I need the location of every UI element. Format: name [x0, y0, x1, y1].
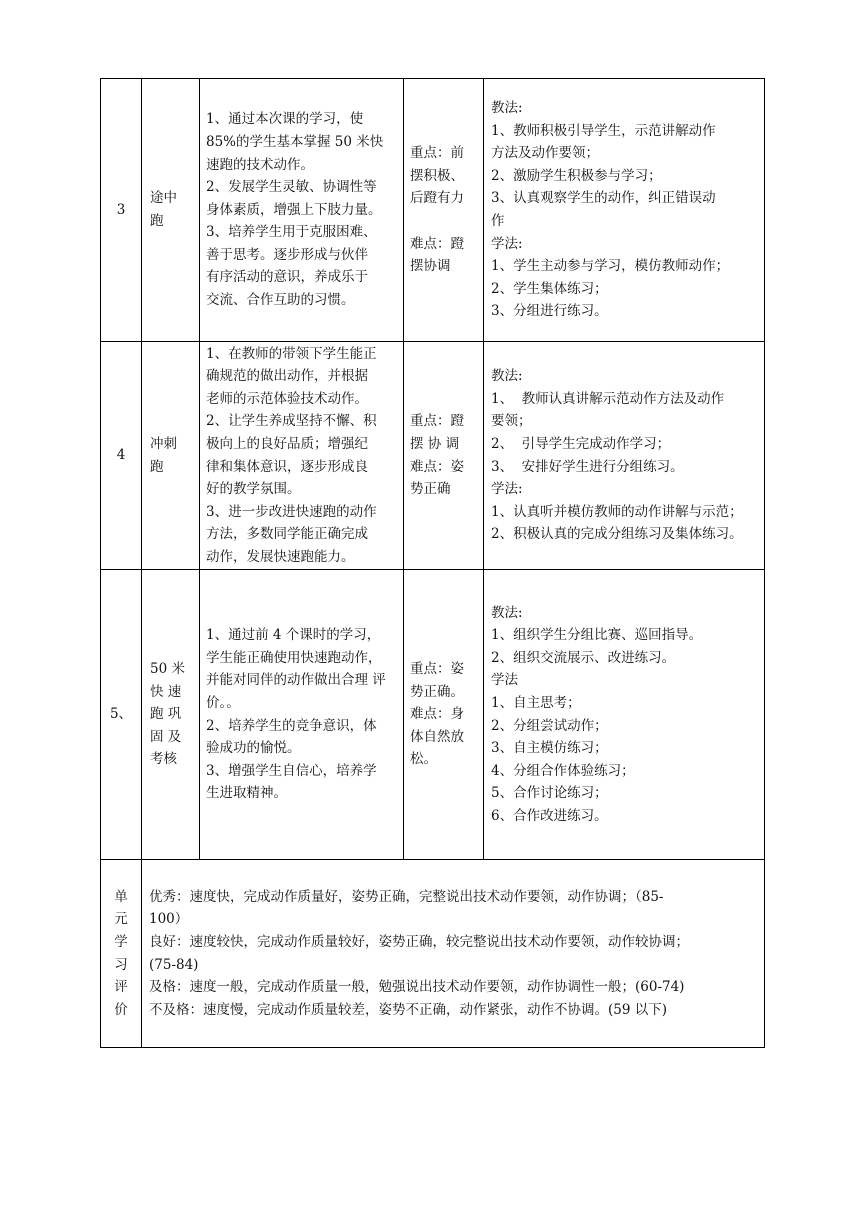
method-line: 3、自主模仿练习； — [491, 740, 608, 757]
lesson-name-line: 考核 — [150, 751, 177, 768]
goal-line: 善于思考。逐步形成与伙伴 — [206, 246, 368, 263]
goal-line: 3、培养学生用于克服困难、 — [206, 224, 377, 241]
key-points — [404, 570, 484, 860]
method-line: 1、自主思考； — [491, 694, 581, 711]
evaluation-criteria — [142, 860, 765, 1048]
goal-line: 学生能正确使用快速跑动作， — [206, 649, 382, 666]
goal-line: 1、通过本次课的学习，使 — [206, 111, 364, 128]
lesson-goals — [200, 79, 404, 342]
key-spacer — [410, 210, 479, 233]
goal-line: 有序活动的意识，养成乐于 — [206, 269, 368, 286]
method-line: 2、分组尝试动作； — [491, 717, 608, 734]
key-line: 重点：姿 — [410, 661, 464, 678]
goal-line: 动作，发展快速跑能力。 — [206, 548, 355, 565]
method-line: 学法: — [491, 235, 523, 252]
evaluation-line: (75-84) — [149, 956, 199, 973]
key-line: 松。 — [410, 751, 437, 768]
key-line: 摆 协 调 — [410, 435, 460, 452]
goal-line: 生进取精神。 — [206, 785, 287, 802]
method-line: 方法及动作要领； — [491, 145, 599, 162]
method-line: 2、 引导学生完成动作学习； — [491, 435, 671, 452]
key-line: 难点：身 — [410, 706, 464, 723]
key-line: 体自然放 — [410, 728, 464, 745]
method-line: 1、认真听并模仿教师的动作讲解与示范； — [491, 503, 743, 520]
lesson-row-3 — [101, 79, 765, 342]
method-line: 2、组织交流展示、改进练习。 — [491, 649, 676, 666]
key-points — [404, 79, 484, 342]
goal-line: 并能对同伴的动作做出合理 评 — [206, 672, 386, 689]
goal-line: 2、发展学生灵敏、协调性等 — [206, 179, 377, 196]
method-line: 1、教师积极引导学生，示范讲解动作 — [491, 122, 716, 139]
method-line: 要领； — [491, 413, 532, 430]
key-line: 重点：前 — [410, 145, 464, 162]
goal-line: 1、通过前 4 个课时的学习， — [206, 627, 381, 644]
goal-line: 老师的示范体验技术动作。 — [206, 390, 368, 407]
teaching-methods — [484, 570, 765, 860]
evaluation-line: 不及格：速度慢，完成动作质量较差，姿势不正确，动作紧张，动作不协调。(59 以下) — [149, 1001, 668, 1018]
method-line: 作 — [491, 213, 505, 229]
goal-line: 方法，多数同学能正确完成 — [206, 526, 368, 543]
goal-line: 2、让学生养成坚持不懈、积 — [206, 413, 377, 430]
method-line: 4、分组合作体验练习； — [491, 762, 635, 779]
evaluation-line: 良好：速度较快，完成动作质量较好，姿势正确，较完整说出技术动作要领，动作较协调； — [149, 933, 689, 950]
evaluation-header-char: 习 — [114, 956, 128, 973]
evaluation-header-char: 学 — [114, 933, 128, 950]
lesson-name-line: 固 及 — [150, 728, 182, 745]
lesson-number: 4 — [101, 342, 142, 570]
evaluation-header-char: 单 — [114, 888, 128, 905]
unit-plan-table — [100, 78, 765, 1048]
lesson-name-line: 冲刺 — [150, 435, 177, 452]
lesson-name — [142, 79, 200, 342]
method-line: 1、 教师认真讲解示范动作方法及动作 — [491, 390, 725, 407]
method-line: 教法: — [491, 100, 523, 117]
teaching-methods — [484, 342, 765, 570]
goal-line: 价。。 — [206, 694, 240, 711]
method-line: 2、积极认真的完成分组练习及集体练习。 — [491, 526, 743, 543]
lesson-goals — [200, 570, 404, 860]
goal-line: 极向上的良好品质；增强纪 — [206, 435, 368, 452]
goal-line: 交流、合作互助的习惯。 — [206, 292, 355, 309]
key-line: 摆协调 — [410, 258, 451, 275]
method-line: 3、分组进行练习。 — [491, 303, 608, 320]
lesson-row-4 — [101, 342, 765, 570]
lesson-name — [142, 570, 200, 860]
method-line: 学法: — [491, 481, 523, 498]
lesson-name-line: 快 速 — [150, 683, 182, 700]
key-line: 难点：蹬 — [410, 235, 464, 252]
goal-line: 律和集体意识，逐步形成良 — [206, 458, 368, 475]
goal-line: 85%的学生基本掌握 50 米快 — [206, 133, 384, 150]
method-line: 3、认真观察学生的动作，纠正错误动 — [491, 190, 716, 207]
method-line: 1、学生主动参与学习，模仿教师动作； — [491, 258, 730, 275]
method-line: 3、 安排好学生进行分组练习。 — [491, 458, 684, 475]
goal-line: 确规范的做出动作，并根据 — [206, 368, 368, 385]
goal-line: 速跑的技术动作。 — [206, 156, 314, 173]
key-line: 势正确。 — [410, 683, 464, 700]
evaluation-line: 优秀：速度快，完成动作质量好，姿势正确，完整说出技术动作要领，动作协调；（85- — [149, 888, 664, 905]
lesson-goals — [200, 342, 404, 570]
goal-line: 1、在教师的带领下学生能正 — [206, 345, 377, 362]
lesson-name-line: 途中 — [150, 190, 177, 207]
method-line: 6、合作改进练习。 — [491, 807, 608, 824]
evaluation-header — [101, 860, 142, 1048]
key-line: 后蹬有力 — [410, 190, 464, 207]
teaching-methods — [484, 79, 765, 342]
evaluation-line: 100） — [149, 911, 189, 928]
goal-line: 验成功的愉悦。 — [206, 740, 301, 757]
lesson-name — [142, 342, 200, 570]
goal-line: 2、培养学生的竞争意识，体 — [206, 717, 377, 734]
key-line: 势正确 — [410, 481, 451, 498]
goal-line: 3、进一步改进快速跑的动作 — [206, 503, 377, 520]
evaluation-line: 及格：速度一般，完成动作质量一般，勉强说出技术动作要领，动作协调性一般；(60-74) — [149, 979, 685, 996]
method-line: 1、组织学生分组比赛、巡回指导。 — [491, 627, 703, 644]
method-line: 2、学生集体练习； — [491, 280, 608, 297]
method-line: 教法: — [491, 604, 523, 621]
lesson-name-line: 跑 — [150, 458, 164, 475]
lesson-number: 3 — [101, 79, 142, 342]
lesson-name-line: 跑 — [150, 213, 164, 229]
lesson-number: 5、 — [101, 570, 142, 860]
evaluation-header-char: 价 — [114, 1001, 128, 1018]
lesson-name-line: 50 米 — [150, 661, 185, 678]
method-line: 教法: — [491, 368, 523, 385]
key-line: 摆积极、 — [410, 167, 464, 184]
lesson-row-5 — [101, 570, 765, 860]
lesson-name-line: 跑 巩 — [150, 706, 182, 723]
key-line: 重点：蹬 — [410, 413, 464, 430]
key-points — [404, 342, 484, 570]
goal-line: 好的教学氛围。 — [206, 481, 301, 498]
method-line: 5、合作讨论练习； — [491, 785, 608, 802]
goal-line: 身体素质，增强上下肢力量。 — [206, 201, 382, 218]
evaluation-header-char: 元 — [114, 911, 128, 928]
method-line: 学法 — [491, 672, 518, 689]
unit-evaluation-row — [101, 860, 765, 1048]
evaluation-header-char: 评 — [114, 979, 128, 996]
goal-line: 3、增强学生自信心，培养学 — [206, 762, 377, 779]
key-line: 难点：姿 — [410, 458, 464, 475]
method-line: 2、激励学生积极参与学习； — [491, 167, 662, 184]
